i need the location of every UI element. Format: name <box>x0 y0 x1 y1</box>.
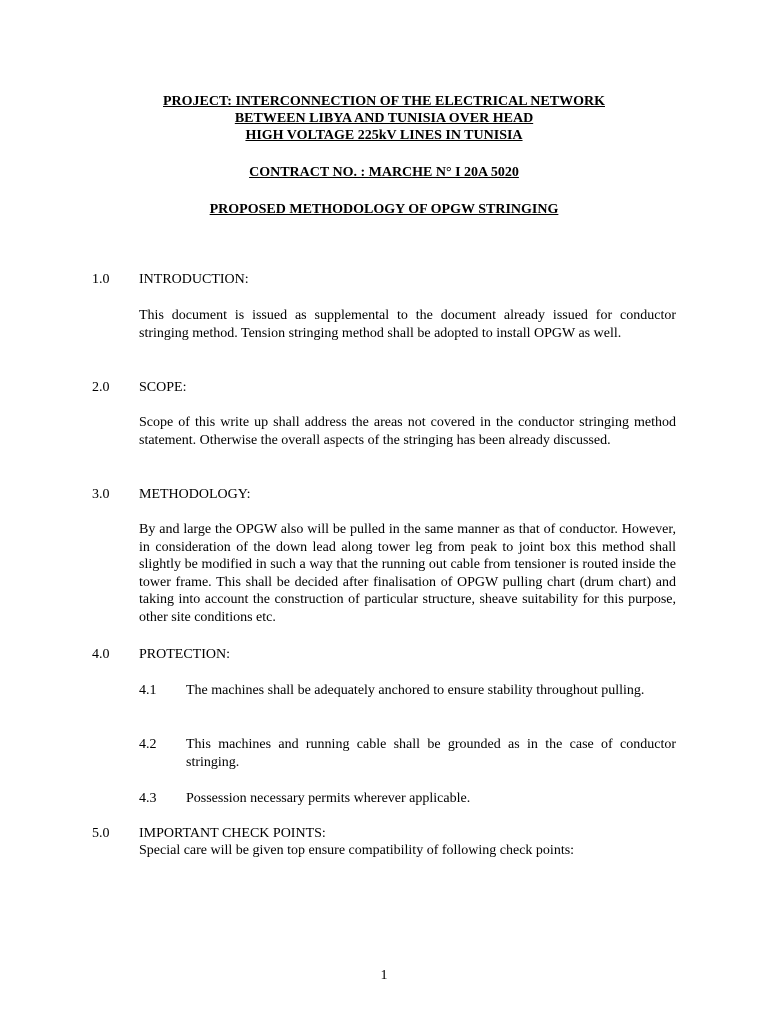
section-2-number: 2.0 <box>92 380 110 395</box>
item-4-3-number: 4.3 <box>139 791 157 806</box>
section-3-body: By and large the OPGW also will be pulled in the same manner as that of conductor. However, in consideration of the down lead along tower leg from peak to joint box this method shall slightly be modified in such a way that the running out cable from tensioner is routed inside the tower frame. This shall be decided after finalisation of OPGW pulling chart (drum chart) and taking into account the construction of particular structure, sheave suitability for this purpose, other site conditions etc. <box>139 522 676 625</box>
section-5-number: 5.0 <box>92 826 110 841</box>
section-1-body: This document is issued as supplemental to the document already issued for conductor stringing method. Tension stringing method shall be adopted to install OPGW as well. <box>139 308 676 341</box>
item-4-2-number: 4.2 <box>139 737 157 752</box>
project-title-line-1: PROJECT: INTERCONNECTION OF THE ELECTRICAL NETWORK <box>163 94 605 109</box>
item-4-1-number: 4.1 <box>139 683 157 698</box>
section-4-heading: PROTECTION: <box>139 647 230 662</box>
item-4-1-text: The machines shall be adequately anchored to ensure stability throughout pulling. <box>186 683 645 698</box>
section-4-number: 4.0 <box>92 647 110 662</box>
section-5-heading: IMPORTANT CHECK POINTS: <box>139 826 326 841</box>
section-2-heading: SCOPE: <box>139 380 187 395</box>
section-2-body: Scope of this write up shall address the areas not covered in the conductor stringing method statement. Otherwise the overall aspects of the stringing has been already discussed. <box>139 415 676 448</box>
section-3-heading: METHODOLOGY: <box>139 487 251 502</box>
section-3-number: 3.0 <box>92 487 110 502</box>
document-title: PROPOSED METHODOLOGY OF OPGW STRINGING <box>209 202 559 217</box>
contract-number: CONTRACT NO. : MARCHE N° I 20A 5020 <box>249 165 519 180</box>
section-5-body: Special care will be given top ensure compatibility of following check points: <box>139 843 575 858</box>
project-title-line-2: BETWEEN LIBYA AND TUNISIA OVER HEAD <box>234 111 534 126</box>
project-title <box>0 93 768 144</box>
section-1-heading: INTRODUCTION: <box>139 272 249 287</box>
project-title-line-3: HIGH VOLTAGE 225kV LINES IN TUNISIA <box>245 128 523 143</box>
section-1-number: 1.0 <box>92 272 110 287</box>
page-number: 1 <box>380 968 388 983</box>
item-4-3-text: Possession necessary permits wherever applicable. <box>186 791 471 806</box>
item-4-2-text: This machines and running cable shall be grounded as in the case of conductor stringing. <box>186 737 676 770</box>
